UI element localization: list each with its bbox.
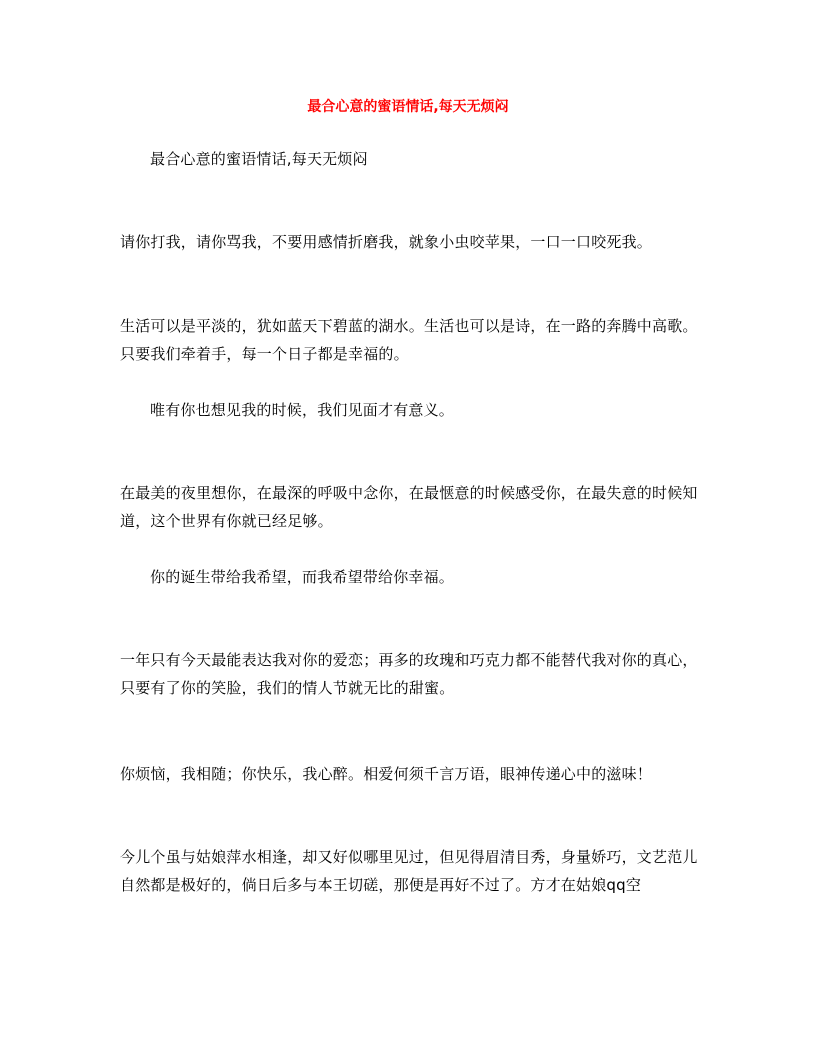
document-title: 最合心意的蜜语情话,每天无烦闷: [307, 99, 509, 115]
paragraph-5: 在最美的夜里想你，在最深的呼吸中念你，在最惬意的时候感受你，在最失意的时候知道，这个世界有你就已经足够。: [120, 484, 698, 530]
paragraph-2: 请你打我，请你骂我，不要用感情折磨我，就象小虫咬苹果，一口一口咬死我。: [120, 233, 653, 251]
paragraph-4: 唯有你也想见我的时候，我们见面才有意义。: [150, 401, 455, 419]
paragraph-8: 你烦恼，我相随；你快乐，我心醉。相爱何须千言万语，眼神传递心中的滋味！: [120, 765, 653, 783]
paragraph-6: 你的诞生带给我希望，而我希望带给你幸福。: [150, 568, 455, 586]
paragraph-3: 生活可以是平淡的，犹如蓝天下碧蓝的湖水。生活也可以是诗，在一路的奔腾中高歌。只要我们牵着手，每一个日子都是幸福的。: [120, 317, 698, 363]
paragraph-7: 一年只有今天最能表达我对你的爱恋；再多的玫瑰和巧克力都不能替代我对你的真心，只要有了你的笑脸，我们的情人节就无比的甜蜜。: [120, 651, 698, 697]
paragraph-9: 今儿个虽与姑娘萍水相逢，却又好似哪里见过，但见得眉清目秀，身量娇巧，文艺范儿自然都是极好的，倘日后多与本王切磋，那便是再好不过了。方才在姑娘qq空: [120, 848, 698, 894]
paragraph-1: 最合心意的蜜语情话,每天无烦闷: [150, 150, 368, 168]
